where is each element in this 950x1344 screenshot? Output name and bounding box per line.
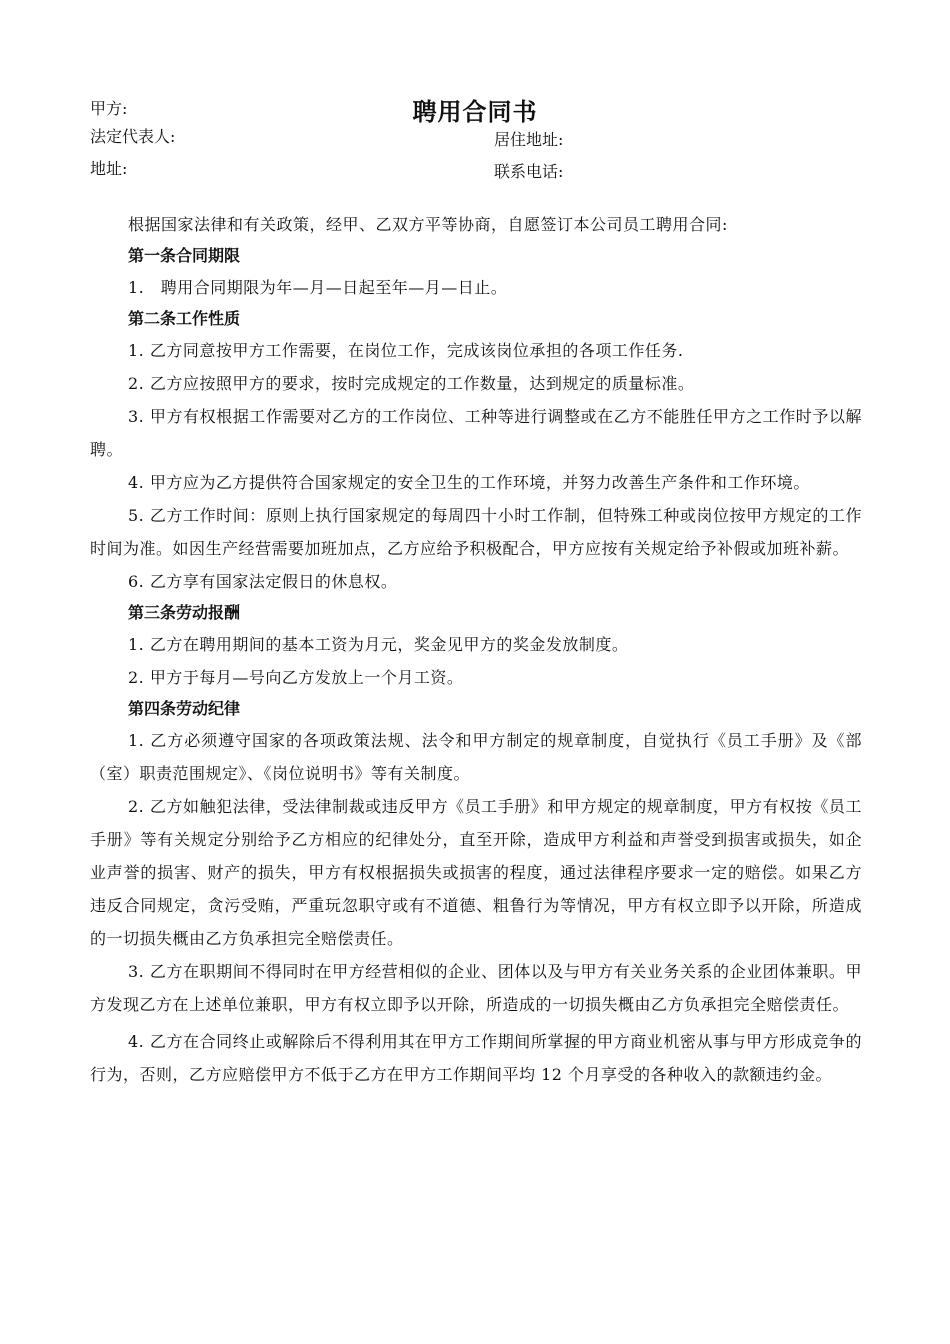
clause: 4. 乙方在合同终止或解除后不得利用其在甲方工作期间所掌握的甲方商业机密从事与甲方形成竞争的行为，否则，乙方应赔偿甲方不低于乙方在甲方工作期间平均 12 个月享受的各种收入的款额违约金。 — [90, 1032, 862, 1084]
clause: 6. 乙方享有国家法定假日的休息权。 — [128, 572, 398, 591]
section-3 — [90, 598, 862, 694]
clause: 1. 乙方必须遵守国家的各项政策法规、法令和甲方制定的规章制度，自觉执行《员工手册》及《部（室）职责范围规定》、《岗位说明书》等有关制度。 — [90, 731, 862, 783]
clause: 3. 乙方在职期间不得同时在甲方经营相似的企业、团体以及与甲方有关业务关系的企业团体兼职。甲方发现乙方在上述单位兼职，甲方有权立即予以开除，所造成的一切损失概由乙方负承担完全赔偿责任。 — [90, 962, 862, 1014]
address-label: 地址: — [90, 159, 128, 178]
clause: 1. 乙方同意按甲方工作需要，在岗位工作，完成该岗位承担的各项工作任务. — [128, 341, 684, 360]
clause: 2. 乙方应按照甲方的要求，按时完成规定的工作数量，达到规定的质量标准。 — [128, 374, 695, 393]
section-heading: 第三条劳动报酬 — [128, 603, 241, 622]
contract-body — [90, 208, 862, 1091]
clause: 1. 乙方在聘用期间的基本工资为月元，奖金见甲方的奖金发放制度。 — [128, 635, 629, 654]
clause: 2. 乙方如触犯法律，受法律制裁或违反甲方《员工手册》和甲方规定的规章制度，甲方有权按《员工手册》等有关规定分别给予乙方相应的纪律处分，直至开除，造成甲方利益和声誉受到损害或损失，如企业声誉的损害、财产的损失，甲方有权根据损失或损害的程度，通过法律程序要求一定的赔偿。如果乙方违反合同规定，贪污受贿，严重玩忽职守或有不道德、粗鲁行为等情况，甲方有权立即予以开除，所造成的一切损失概由乙方负承担完全赔偿责任。 — [90, 797, 862, 948]
party-a-label: 甲方: — [90, 99, 128, 118]
section-heading: 第四条劳动纪律 — [128, 699, 241, 718]
legal-representative-label: 法定代表人: — [90, 127, 176, 146]
section-1 — [90, 241, 862, 304]
intro-paragraph: 根据国家法律和有关政策，经甲、乙双方平等协商，自愿签订本公司员工聘用合同: — [128, 215, 728, 234]
section-heading: 第二条工作性质 — [128, 309, 241, 328]
document-title: 聘用合同书 — [412, 98, 538, 126]
clause: 4. 甲方应为乙方提供符合国家规定的安全卫生的工作环境，并努力改善生产条件和工作环境。 — [128, 473, 810, 492]
clause: 5. 乙方工作时间：原则上执行国家规定的每周四十小时工作制，但特殊工种或岗位按甲方规定的工作时间为准。如因生产经营需要加班加点，乙方应给予积极配合，甲方应按有关规定给予补假或加班补薪。 — [90, 506, 862, 558]
contact-phone-label: 联系电话: — [494, 162, 564, 181]
section-4 — [90, 694, 862, 1091]
residence-address-label: 居住地址: — [494, 130, 564, 149]
clause: 3. 甲方有权根据工作需要对乙方的工作岗位、工种等进行调整或在乙方不能胜任甲方之工作时予以解聘。 — [90, 407, 862, 459]
clause: 1. 聘用合同期限为年—月—日起至年—月—日止。 — [128, 278, 508, 297]
section-heading: 第一条合同期限 — [128, 246, 241, 265]
section-2 — [90, 304, 862, 598]
clause: 2. 甲方于每月—号向乙方发放上一个月工资。 — [128, 668, 464, 687]
